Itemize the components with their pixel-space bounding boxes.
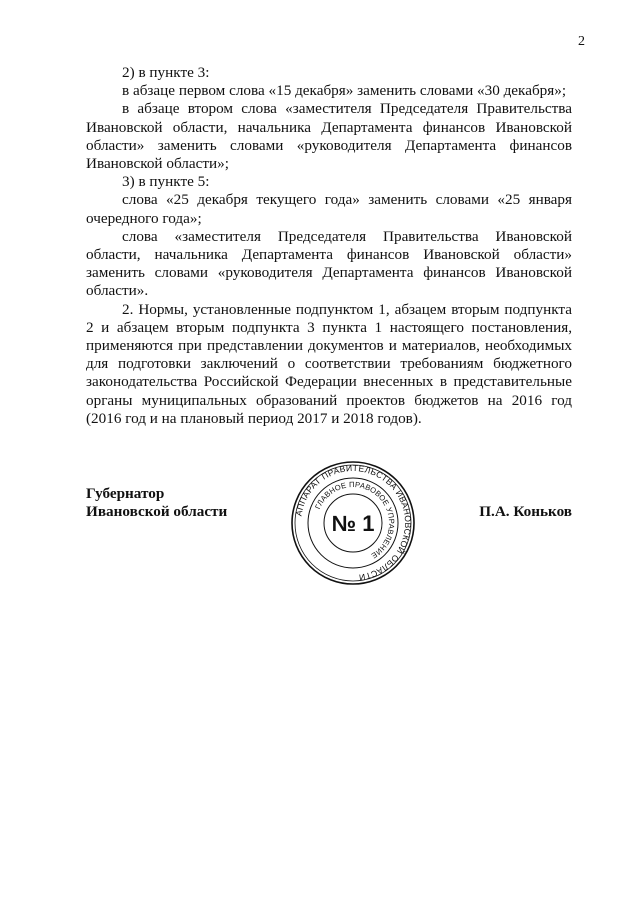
paragraph: 2. Нормы, установленные подпунктом 1, абзацем вторым подпункта 2 и абзацем вторым подпункта 3 пункта 1 настоящего постановления, применяются при представлении документов и материалов, необходимых для подготовки заключений о соответствии требованиям бюджетного законодательства Российской Федерации внесенных в представительные органы муниципальных образований проектов бюджетов на 2016 год (2016 год и на плановый период 2017 и 2018 годов). bbox=[86, 300, 572, 427]
paragraph: в абзаце первом слова «15 декабря» заменить словами «30 декабря»; bbox=[122, 82, 567, 100]
signatory-position-line1: Губернатор bbox=[86, 485, 165, 502]
document-body bbox=[86, 64, 572, 428]
paragraph: в абзаце втором слова «заместителя Председателя Правительства Ивановской области, начальника Департамента финансов Ивановской области» заменить словами «руководителя Департамента финансов Ивановской области»; bbox=[86, 100, 572, 173]
official-seal bbox=[290, 460, 416, 586]
paragraph: 2) в пункте 3: bbox=[122, 64, 210, 81]
page-number: 2 bbox=[578, 34, 585, 49]
seal-outer-text: АППАРАТ ПРАВИТЕЛЬСТВА ИВАНОВСКОЙ ОБЛАСТИ bbox=[293, 462, 414, 583]
signatory-name: П.А. Коньков bbox=[479, 503, 572, 520]
seal-inner-text: ГЛАВНОЕ ПРАВОВОЕ УПРАВЛЕНИЕ bbox=[313, 479, 397, 561]
paragraph: слова «25 декабря текущего года» заменить словами «25 января очередного года»; bbox=[86, 191, 572, 227]
paragraph: 3) в пункте 5: bbox=[122, 173, 210, 191]
paragraph: слова «заместителя Председателя Правительства Ивановской области, начальника Департамента финансов Ивановской области» заменить словами «руководителя Департамента финансов Ивановской области». bbox=[86, 227, 572, 300]
signatory-position-line2: Ивановской области bbox=[86, 503, 228, 521]
signatory-position bbox=[86, 485, 227, 521]
seal-center-text: № 1 bbox=[331, 511, 375, 536]
